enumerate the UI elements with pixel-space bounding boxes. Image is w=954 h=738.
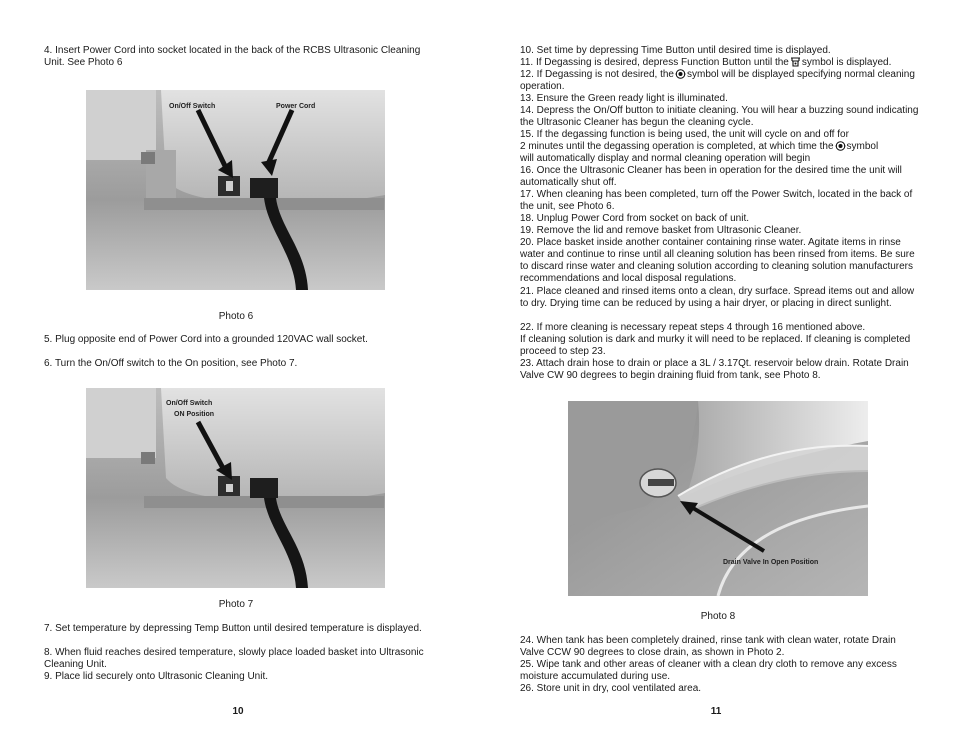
step-21: 21. Place cleaned and rinsed items onto a clean, dry surface. Spread items out and allow to dry. Drying time can be reduced by using a hair dryer, or placing in direct sunlight. — [520, 286, 915, 309]
step-17: 17. When cleaning has been completed, turn off the Power Switch, located in the back of the unit, see Photo 6. — [520, 189, 913, 212]
normal-cleaning-symbol-icon — [675, 69, 686, 79]
photo-8-caption: Photo 8 — [700, 611, 736, 622]
step-26: 26. Store unit in dry, cool ventilated area. — [520, 683, 702, 694]
step-12-text-b: symbol will be displayed specifying normal cleaning operation. — [520, 69, 915, 92]
photo-6 — [86, 90, 385, 290]
step-12 — [520, 69, 920, 93]
step-12-text-a: 12. If Degassing is not desired, the — [520, 69, 674, 80]
page-right — [477, 0, 954, 738]
step-15-line1: 15. If the degassing function is being used, the unit will cycle on and off for — [520, 129, 849, 140]
photo-6-label-cord: Power Cord — [276, 103, 316, 110]
photo-7 — [86, 388, 385, 588]
photo-6-label-switch: On/Off Switch — [169, 103, 216, 110]
photo-8 — [568, 401, 868, 596]
page-number-left: 10 — [232, 706, 244, 717]
step-10: 10. Set time by depressing Time Button until desired time is displayed. — [520, 45, 831, 56]
step-9: 9. Place lid securely onto Ultrasonic Cleaning Unit. — [44, 671, 268, 682]
step-25: 25. Wipe tank and other areas of cleaner with a clean dry cloth to remove any excess moisture accumulated during use. — [520, 659, 897, 682]
step-15-text-b: symbol — [846, 141, 879, 152]
degas-symbol-icon — [790, 57, 801, 67]
step-13: 13. Ensure the Green ready light is illuminated. — [520, 93, 728, 104]
photo-7-image — [86, 388, 385, 588]
step-15-text-a: 2 minutes until the degassing operation is completed, at which time the — [520, 141, 834, 152]
step-18: 18. Unplug Power Cord from socket on back of unit. — [520, 213, 750, 224]
photo-6-caption: Photo 6 — [218, 311, 254, 322]
step-22-note: If cleaning solution is dark and murky it will need to be replaced. If cleaning is completed proceed to step 23. — [520, 334, 911, 357]
step-19: 19. Remove the lid and remove basket from Ultrasonic Cleaner. — [520, 225, 802, 236]
step-24: 24. When tank has been completely drained, rinse tank with clean water, rotate Drain Valve CCW 90 degrees to close drain, as shown in Photo 2. — [520, 635, 896, 658]
photo-8-label: Drain Valve In Open Position — [723, 559, 819, 566]
photo-7-label-line1: On/Off Switch — [166, 400, 213, 407]
step-6: 6. Turn the On/Off switch to the On position, see Photo 7. — [44, 358, 298, 369]
normal-cleaning-symbol-icon — [835, 141, 846, 151]
step-11-text-a: 11. If Degassing is desired, depress Function Button until the — [520, 57, 789, 68]
step-16: 16. Once the Ultrasonic Cleaner has been in operation for the desired time the unit will automatically shut off. — [520, 165, 902, 188]
step-15-line2 — [520, 141, 920, 153]
step-14: 14. Depress the On/Off button to initiate cleaning. You will hear a buzzing sound indicating the Ultrasonic Cleaner has begun the cleaning cycle. — [520, 105, 919, 128]
step-11 — [520, 57, 920, 69]
step-23: 23. Attach drain hose to drain or place a 3L / 3.17Qt. reservoir below drain. Rotate Drain Valve CW 90 degrees to begin draining fluid from tank, see Photo 8. — [520, 358, 909, 381]
photo-7-caption: Photo 7 — [218, 599, 254, 610]
step-5: 5. Plug opposite end of Power Cord into a grounded 120VAC wall socket. — [44, 334, 368, 345]
photo-6-image — [86, 90, 385, 290]
step-7: 7. Set temperature by depressing Temp Button until desired temperature is displayed. — [44, 623, 422, 634]
step-11-text-b: symbol is displayed. — [801, 57, 892, 68]
step-20: 20. Place basket inside another container containing rinse water. Agitate items in rinse water and continue to rinse until all cleaning solution has been rinsed from items. Be sure to discard rinse water and cleaning solution according to cleaning solution manufacturers recommendations and local disposal regulations. — [520, 237, 915, 284]
step-4: 4. Insert Power Cord into socket located in the back of the RCBS Ultrasonic Cleaning Unit. See Photo 6 — [44, 45, 421, 68]
photo-7-label-line2: ON Position — [174, 411, 215, 418]
step-15-line3: will automatically display and normal cleaning operation will begin — [520, 153, 811, 164]
step-8: 8. When fluid reaches desired temperature, slowly place loaded basket into Ultrasonic Cleaning Unit. — [44, 647, 424, 670]
photo-8-image — [568, 401, 868, 596]
step-22: 22. If more cleaning is necessary repeat steps 4 through 16 mentioned above. — [520, 322, 866, 333]
page-number-right: 11 — [710, 706, 722, 717]
